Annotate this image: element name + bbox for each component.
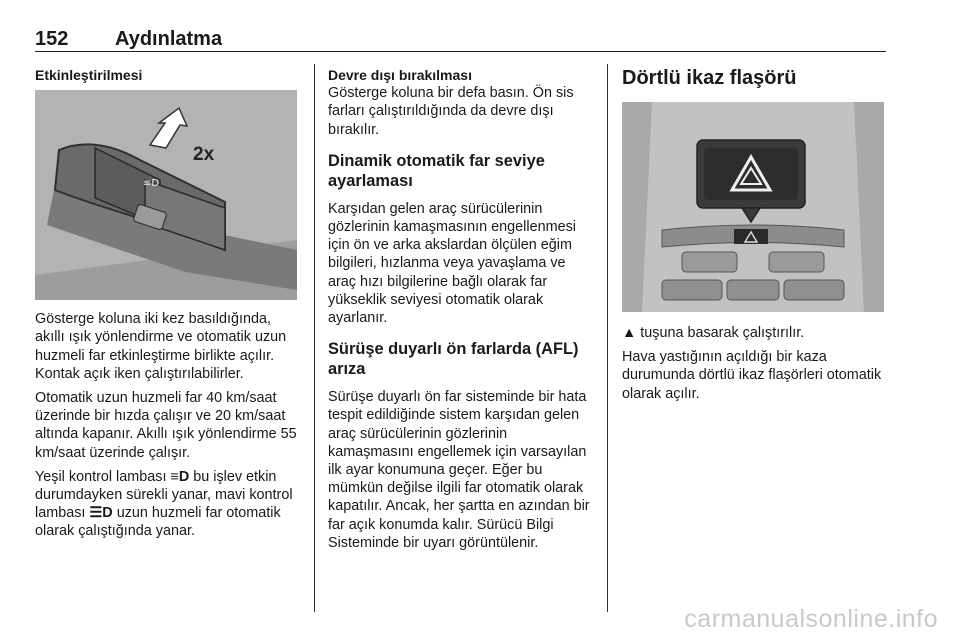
section-heading-afl-fault: Sürüşe duyarlı ön farlarda (AFL) arıza [328, 340, 579, 379]
paragraph-leveling: Karşıdan gelen araç sürücülerinin gözlerinin kamaşmasının engellenmesi için ön ve arka akslardan ölçülen eğim bilgileri, hızlanma veya yavaşlama ve araç hızı bilgilerine bağlı olarak far yükseklik seviyesi otomatik olarak ayarlanır. [328, 200, 576, 327]
column-divider-2 [607, 64, 608, 612]
paragraph-activation-1: Gösterge koluna iki kez basıldığında, akıllı ışık yönlendirme ve otomatik uzun huzmeli far etkinleştirme birlikte açılır. Kontak açık iken çalıştırılabilirler. [35, 311, 287, 382]
section-heading-hazard: Dörtlü ikaz flaşörü [622, 67, 797, 89]
page-header [35, 28, 886, 52]
column-3 [622, 66, 887, 409]
press-count-label: 2x [193, 144, 215, 166]
section-heading-activation: Etkinleştirilmesi [35, 67, 143, 83]
chapter-title: Aydınlatma [115, 28, 223, 50]
paragraph-hazard-1: ▲ tuşuna basarak çalıştırılır. [622, 325, 805, 341]
column-2 [328, 66, 593, 558]
paragraph-activation-2: Otomatik uzun huzmeli far 40 km/saat üzerinde bir hızda çalışır ve 20 km/saat altında kapanır. Akıllı ışık yönlendirme 55 km/saat üzerinde çalışır. [35, 390, 297, 461]
section-heading-leveling: Dinamik otomatik far seviye ayarlaması [328, 151, 545, 190]
stalk-illustration [35, 90, 297, 300]
section-heading-deactivation: Devre dışı bırakılması [328, 67, 472, 83]
page-number: 152 [35, 28, 69, 50]
column-1 [35, 66, 300, 547]
paragraph-afl-fault: Sürüşe duyarlı ön far sisteminde bir hata tespit edildiğinde sistem karşıdan gelen araç sürücülerinin gözlerinin kamaşmasını engellemek için varsayılan ilk ayar konumuna geçer. Eğer bu mümkün değilse ilgili far otomatik olarak kapatılır. Ancak, her şartta en azından bir far açık konumda kalır. Sürücü Bilgi Sisteminde bir uyarı görüntülenir. [328, 389, 590, 551]
column-divider-1 [314, 64, 315, 612]
hazard-triangle-icon: ▲ [622, 325, 637, 341]
svg-text:≡D: ≡D [143, 178, 160, 190]
paragraph-deactivation: Gösterge koluna bir defa basın. Ön sis farları çalıştırıldığında da devre dışı bırakılır. [328, 85, 574, 138]
paragraph-hazard-2: Hava yastığının açıldığı bir kaza durumunda dörtlü ikaz flaşörleri otomatik olarak açılır. [622, 349, 882, 402]
green-light-icon: ≡D [170, 468, 190, 485]
blue-light-icon: ☰D [89, 505, 113, 522]
watermark: carmanualsonline.info [684, 605, 938, 633]
hazard-switch-illustration [622, 102, 884, 312]
paragraph-activation-3: Yeşil kontrol lambası ≡D bu işlev etkin durumdayken sürekli yanar, mavi kontrol lambası ☰D uzun huzmeli far otomatik olarak çalıştığında yanar. [35, 468, 293, 540]
